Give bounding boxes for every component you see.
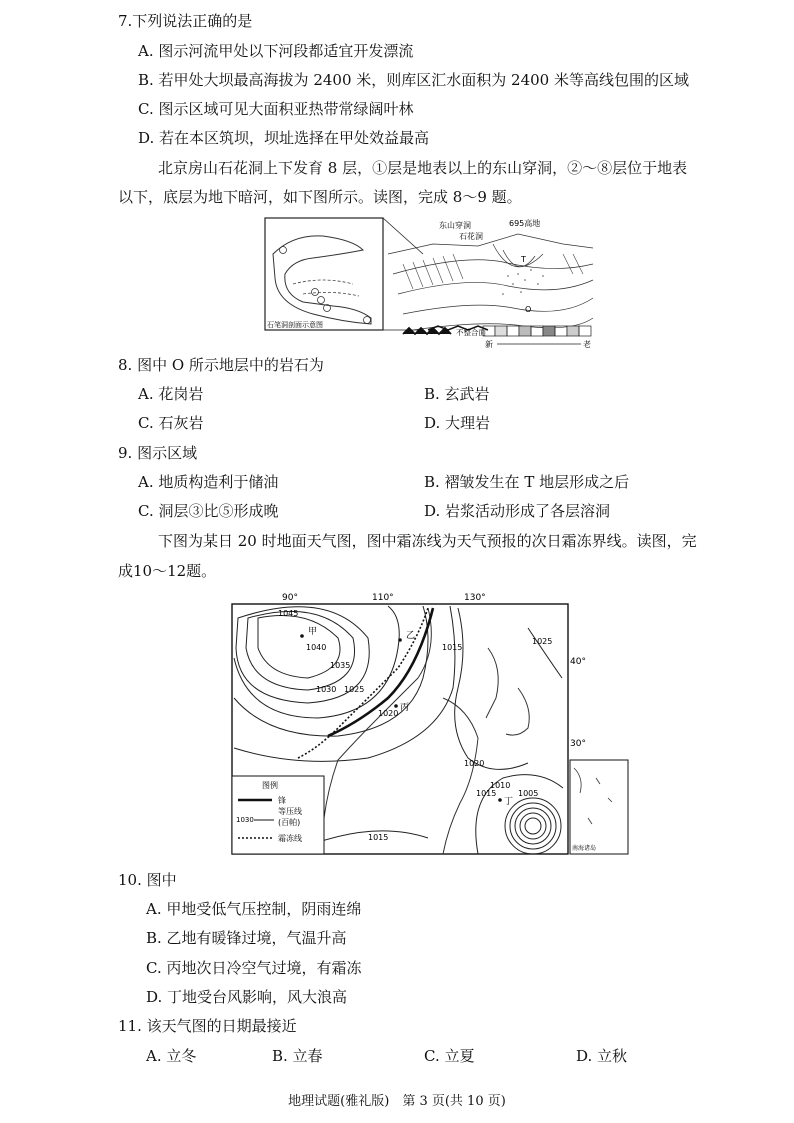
legend-title: 图例	[262, 781, 278, 790]
q8-option-d[interactable]: D. 大理岩	[424, 414, 491, 432]
q10-option-b[interactable]: B. 乙地有暖锋过境，气温升高	[146, 929, 347, 947]
isobar-1015c: 1015	[368, 833, 389, 842]
lat-40: 40°	[570, 657, 586, 667]
q7-option-a[interactable]: A. 图示河流甲处以下河段都适宜开发漂流	[138, 42, 414, 60]
cave-map-caption: 石笔洞剖面示意图	[267, 321, 323, 329]
q11-stem: 11. 该天气图的日期最接近	[118, 1017, 297, 1035]
lon-90: 90°	[282, 593, 298, 603]
q11-option-d[interactable]: D. 立秋	[576, 1047, 628, 1065]
q9-option-d[interactable]: D. 岩浆活动形成了各层溶洞	[424, 502, 611, 520]
legend-frost: 霜冻线	[278, 834, 302, 843]
intro-8-line2: 以下，底层为地下暗河，如下图所示。读图，完成 8～9 题。	[118, 188, 522, 206]
place-ding: 丁	[504, 797, 514, 807]
lat-30: 30°	[570, 739, 586, 749]
label-unconformity: 不整合面	[456, 328, 486, 337]
intro-8-line1: 北京房山石花洞上下发育 8 层，①层是地表以上的东山穿洞，②～⑧层位于地表	[158, 159, 688, 177]
q9-stem: 9. 图示区域	[118, 444, 198, 462]
label-695: 695高地	[509, 219, 541, 228]
q9-option-c[interactable]: C. 洞层③比⑤形成晚	[138, 502, 279, 520]
legend-isobar: 等压线	[278, 807, 302, 816]
q7-option-c[interactable]: C. 图示区域可见大面积亚热带常绿阔叶林	[138, 100, 414, 118]
isobar-1025: 1025	[344, 685, 365, 694]
q9-option-b[interactable]: B. 褶皱发生在 T 地层形成之后	[424, 473, 630, 491]
intro-10-line2: 成10～12题。	[118, 562, 217, 580]
legend-front: 锋	[278, 796, 286, 805]
q8-option-c[interactable]: C. 石灰岩	[138, 414, 204, 432]
q11-option-a[interactable]: A. 立冬	[146, 1047, 197, 1065]
label-T: T	[521, 255, 526, 264]
isobar-1005: 1005	[518, 789, 539, 798]
isobar-1035: 1035	[330, 661, 351, 670]
q8-stem: 8. 图中 O 所示地层中的岩石为	[118, 356, 324, 374]
label-O: O	[525, 305, 532, 314]
place-yi: 乙	[406, 631, 416, 641]
q10-stem: 10. 图中	[118, 871, 177, 889]
inset-label: 南海诸岛	[572, 845, 597, 852]
intro-10-line1: 下图为某日 20 时地面天气图，图中霜冻线为天气预报的次日霜冻界线。读图，完	[158, 532, 697, 550]
q10-option-c[interactable]: C. 丙地次日冷空气过境，有霜冻	[146, 959, 362, 977]
isobar-1015b: 1015	[476, 789, 497, 798]
q7-option-d[interactable]: D. 若在本区筑坝，坝址选择在甲处效益最高	[138, 129, 430, 147]
label-shihua: 石花洞	[459, 232, 483, 241]
place-bing: 丙	[400, 703, 410, 713]
q7-stem: 7.下列说法正确的是	[118, 12, 253, 30]
isobar-1045: 1045	[278, 609, 299, 618]
q7-option-b[interactable]: B. 若甲处大坝最高海拔为 2400 米，则库区汇水面积为 2400 米等高线包围的区域	[138, 71, 689, 89]
q9-option-a[interactable]: A. 地质构造利于储油	[138, 473, 279, 491]
q10-option-a[interactable]: A. 甲地受低气压控制，阴雨连绵	[146, 900, 362, 918]
legend-isobar-value: 1030	[236, 816, 254, 824]
isobar-1025b: 1025	[532, 637, 553, 646]
q8-option-a[interactable]: A. 花岗岩	[138, 385, 204, 403]
label-old: 老	[583, 340, 591, 348]
weather-map-figure	[228, 588, 632, 858]
isobar-1030: 1030	[316, 685, 337, 694]
isobar-1015a: 1015	[442, 643, 463, 652]
q8-option-b[interactable]: B. 玄武岩	[424, 385, 490, 403]
cave-section-figure	[263, 214, 598, 348]
label-dongshan: 东山穿洞	[439, 221, 471, 230]
q11-option-c[interactable]: C. 立夏	[424, 1047, 475, 1065]
q11-option-b[interactable]: B. 立春	[272, 1047, 323, 1065]
q10-option-d[interactable]: D. 丁地受台风影响，风大浪高	[146, 988, 348, 1006]
label-new: 新	[485, 340, 493, 348]
isobar-1020: 1020	[378, 709, 399, 718]
lon-130: 130°	[464, 593, 486, 603]
isobar-1020b: 1020	[464, 759, 485, 768]
place-jia: 甲	[308, 627, 318, 637]
isobar-1010: 1010	[490, 781, 511, 790]
isobar-1040: 1040	[306, 643, 327, 652]
lon-110: 110°	[372, 593, 394, 603]
page-footer: 地理试题(雅礼版) 第 3 页(共 10 页)	[288, 1094, 506, 1109]
legend-isobar-unit: (百帕)	[278, 818, 301, 827]
